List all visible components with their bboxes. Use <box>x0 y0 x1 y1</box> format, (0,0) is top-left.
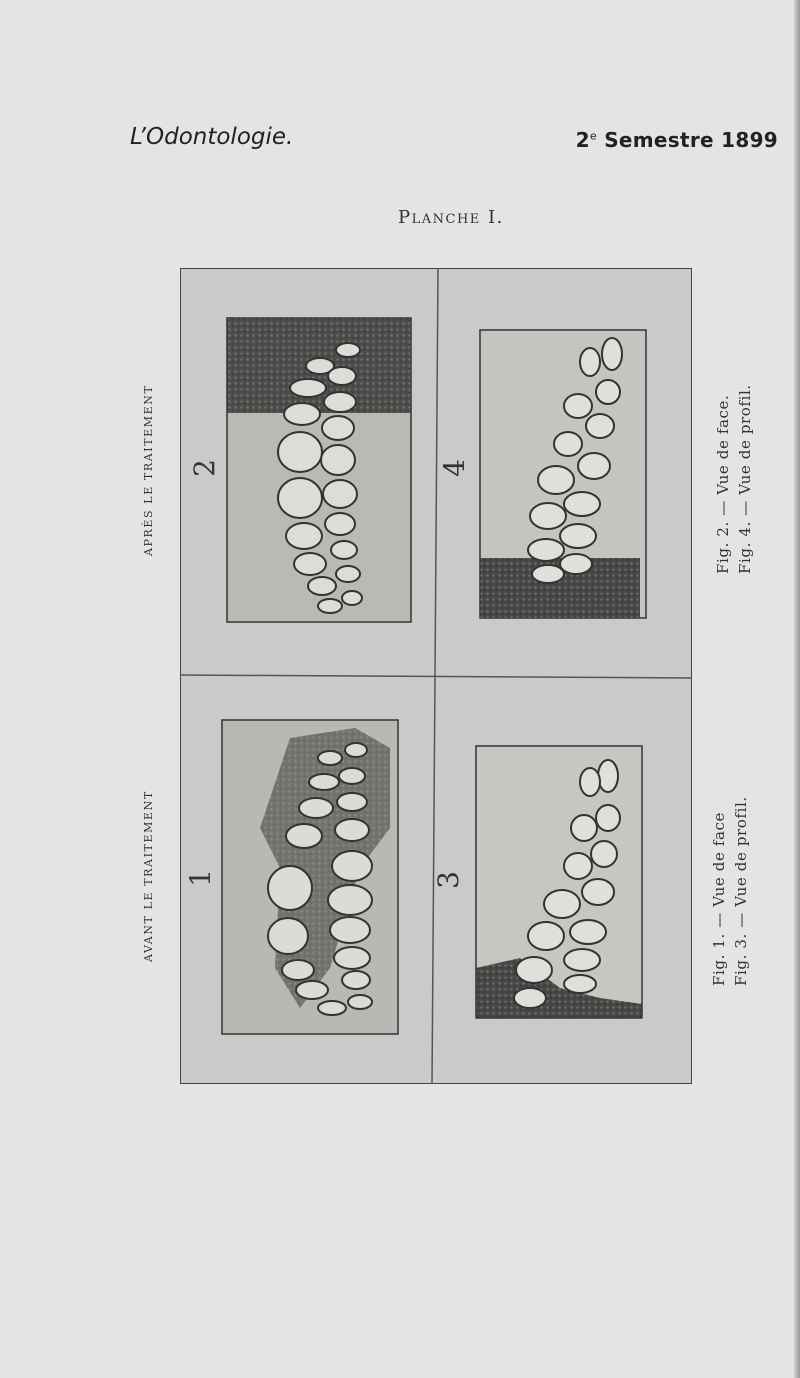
panel-3-number: 3 <box>432 871 465 889</box>
panel-1-number: 1 <box>184 869 217 887</box>
panel-4-number: 4 <box>438 459 471 477</box>
plate-svg <box>180 268 692 1084</box>
caption-fig2: Fig. 2. — Vue de face. <box>714 394 732 574</box>
after-treatment-label: APRÈS LE TRAITEMENT <box>142 384 155 556</box>
journal-title: L’Odontologie. <box>130 124 294 150</box>
before-treatment-label: AVANT LE TRAITEMENT <box>142 790 155 962</box>
semester-suffix: e <box>589 129 597 143</box>
panel-2-number: 2 <box>188 459 221 477</box>
caption-before <box>708 796 752 986</box>
semester-text: Semestre 1899 <box>604 128 778 152</box>
semester-label <box>576 128 778 152</box>
plate-figure <box>180 268 692 1084</box>
plate-title: Planche I. <box>398 207 504 228</box>
caption-fig4: Fig. 4. — Vue de profil. <box>736 384 754 574</box>
caption-fig3: Fig. 3. — Vue de profil. <box>732 796 750 986</box>
caption-after <box>712 384 756 574</box>
semester-number: 2 <box>575 128 590 152</box>
page-edge <box>794 0 800 1378</box>
caption-fig1: Fig. 1. — Vue de face <box>710 812 728 986</box>
